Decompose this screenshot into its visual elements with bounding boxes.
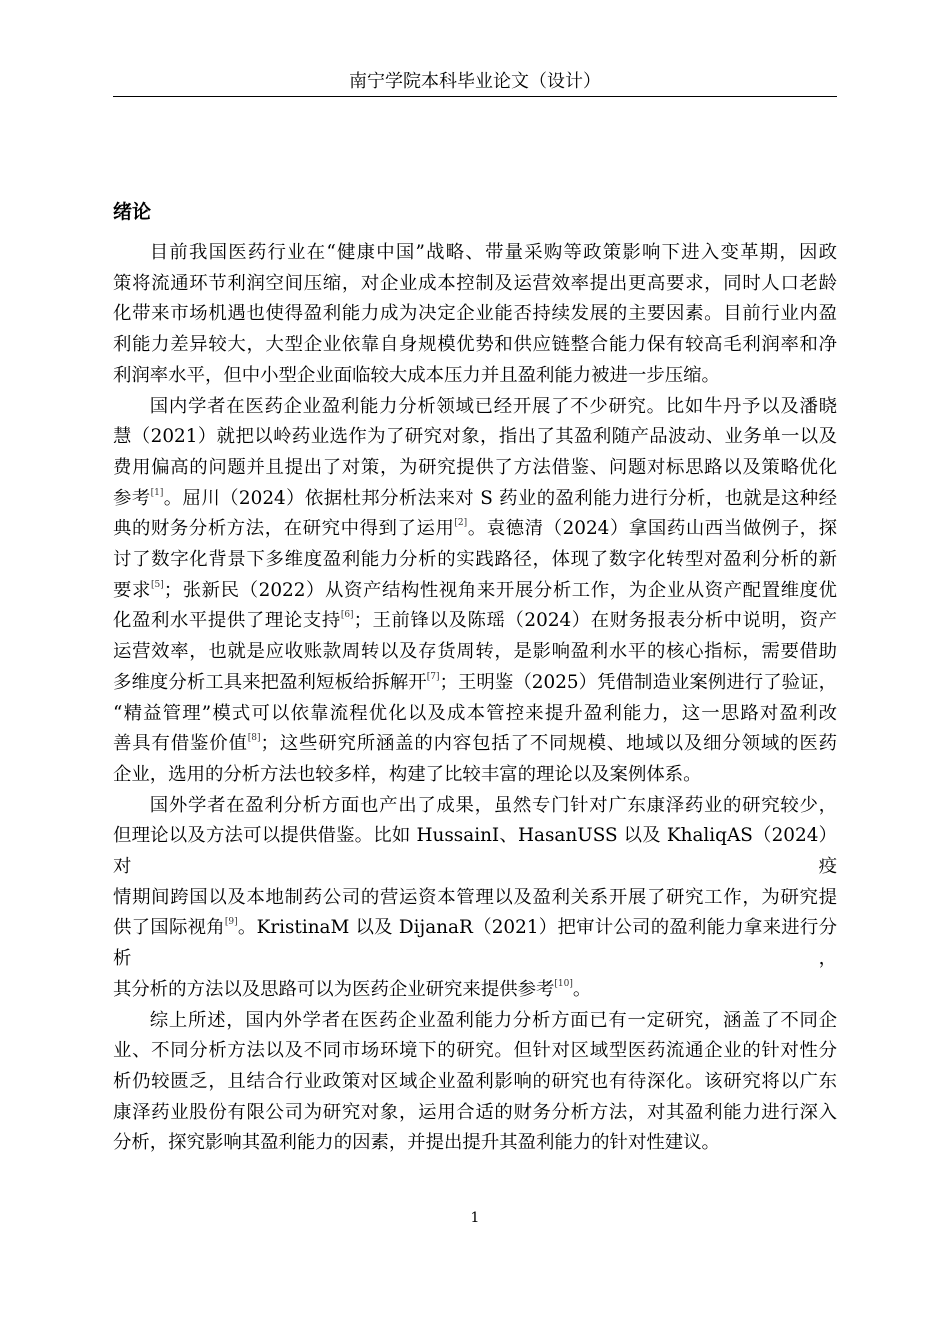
text-line: 讨了数字化背景下多维度盈利能力分析的实践路径，体现了数字化转型对盈利分析的新 (113, 549, 837, 571)
text-segment: 。袁德清（2024）拿国药山西当做例子，探 (467, 518, 837, 540)
page-header (113, 68, 837, 97)
text-line: 分析，探究影响其盈利能力的因素，并提出提升其盈利能力的针对性建议。 (113, 1132, 720, 1154)
text-line: 综上所述，国内外学者在医药企业盈利能力分析方面已有一定研究，涵盖了不同企 (149, 1009, 837, 1031)
citation-ref: [6] (340, 610, 354, 621)
text-segment: 其分析的方法以及思路可以为医药企业研究来提供参考 (113, 978, 555, 1000)
text-line (113, 913, 837, 974)
citation-ref: [9] (224, 917, 238, 928)
paragraph-1 (113, 238, 837, 392)
citation-ref: [7] (426, 671, 440, 682)
text-line: 慧（2021）就把以岭药业选作为了研究对象，指出了其盈利随产品波动、业务单一以及 (113, 426, 837, 448)
text-line (113, 729, 837, 760)
citation-ref: [10] (554, 978, 573, 989)
text-segment: ；张新民（2022）从资产结构性视角来开展分析工作，为企业从资产配置维度优 (163, 579, 837, 601)
citation-ref: [1] (150, 487, 164, 498)
text-line (113, 576, 837, 607)
citation-ref: [2] (454, 518, 468, 529)
text-segment: ；王明鉴（2025）凭借制造业案例进行了验证， (439, 671, 837, 693)
text-line: 业、不同分析方法以及不同市场环境下的研究。但针对区域型医药流通企业的针对性分 (113, 1040, 837, 1062)
text-line: 费用偏高的问题并且提出了对策，为研究提供了方法借鉴、问题对标思路以及策略优化 (113, 456, 837, 478)
text-line (113, 606, 837, 637)
text-line: 利能力差异较大，大型企业依靠自身规模优势和供应链整合能力保有较高毛利润率和净 (113, 334, 837, 356)
paragraph-4 (113, 1006, 837, 1160)
text-segment: 供了国际视角 (113, 917, 225, 939)
text-line: 利润率水平，但中小型企业面临较大成本压力并且盈利能力被进一步压缩。 (113, 364, 720, 386)
text-line: 化带来市场机遇也使得盈利能力成为决定企业能否持续发展的主要因素。目前行业内盈 (113, 303, 837, 325)
text-line: 企业，选用的分析方法也较多样，构建了比较丰富的理论以及案例体系。 (113, 763, 702, 785)
page-number: 1 (470, 1210, 480, 1226)
text-segment: 化盈利水平提供了理论支持 (113, 610, 341, 632)
text-line (113, 514, 837, 545)
text-segment: 多维度分析工具来把盈利短板给拆解开 (113, 671, 427, 693)
text-segment: 要求 (113, 579, 151, 601)
text-segment: 。屈川（2024）依据杜邦分析法来对 S 药业的盈利能力进行分析，也就是这种经 (163, 487, 837, 509)
header-title: 南宁学院本科毕业论文（设计） (349, 71, 601, 92)
text-line: “精益管理”模式可以依靠流程优化以及成本管控来提升盈利能力，这一思路对盈利改 (113, 702, 837, 724)
text-line (113, 975, 837, 1006)
text-segment: 。 (572, 978, 592, 1000)
paragraph-2 (113, 392, 837, 791)
text-line (113, 668, 837, 699)
citation-ref: [5] (150, 579, 164, 590)
text-segment: 。KristinaM 以及 DijanaR（2021）把审计公司的盈利能力拿来进行分析， (113, 917, 837, 970)
text-line: 目前我国医药行业在“健康中国”战略、带量采购等政策影响下进入变革期，因政 (149, 242, 837, 263)
text-segment: ；王前锋以及陈瑶（2024）在财务报表分析中说明，资产 (353, 610, 837, 632)
text-line: 国外学者在盈利分析方面也产出了成果，虽然专门针对广东康泽药业的研究较少， (149, 794, 837, 816)
text-segment: 参考 (113, 487, 151, 509)
paragraph-3 (113, 791, 837, 1006)
text-line: 国内学者在医药企业盈利能力分析领域已经开展了不少研究。比如牛丹予以及潘晓 (149, 395, 837, 417)
citation-ref: [8] (247, 733, 261, 744)
text-segment: 典的财务分析方法，在研究中得到了运用 (113, 518, 455, 540)
text-line: 运营效率，也就是应收账款周转以及存货周转，是影响盈利水平的核心指标，需要借助 (113, 641, 837, 663)
section-heading: 绪论 (113, 201, 152, 223)
text-line (113, 484, 837, 515)
text-line: 但理论以及方法可以提供借鉴。比如 HussainI、HasanUSS 以及 KhaliqAS（2024）对疫 (113, 825, 837, 878)
text-line: 康泽药业股份有限公司为研究对象，运用合适的财务分析方法，对其盈利能力进行深入 (113, 1101, 837, 1123)
text-line: 策将流通环节利润空间压缩，对企业成本控制及运营效率提出更高要求，同时人口老龄 (113, 272, 837, 294)
text-line: 析仍较匮乏，且结合行业政策对区域企业盈利影响的研究也有待深化。该研究将以广东 (113, 1070, 837, 1092)
text-segment: 善具有借鉴价值 (113, 733, 248, 755)
document-body (113, 238, 837, 1159)
text-segment: ；这些研究所涵盖的内容包括了不同规模、地域以及细分领域的医药 (260, 733, 837, 755)
text-line: 情期间跨国以及本地制药公司的营运资本管理以及盈利关系开展了研究工作，为研究提 (113, 886, 837, 908)
